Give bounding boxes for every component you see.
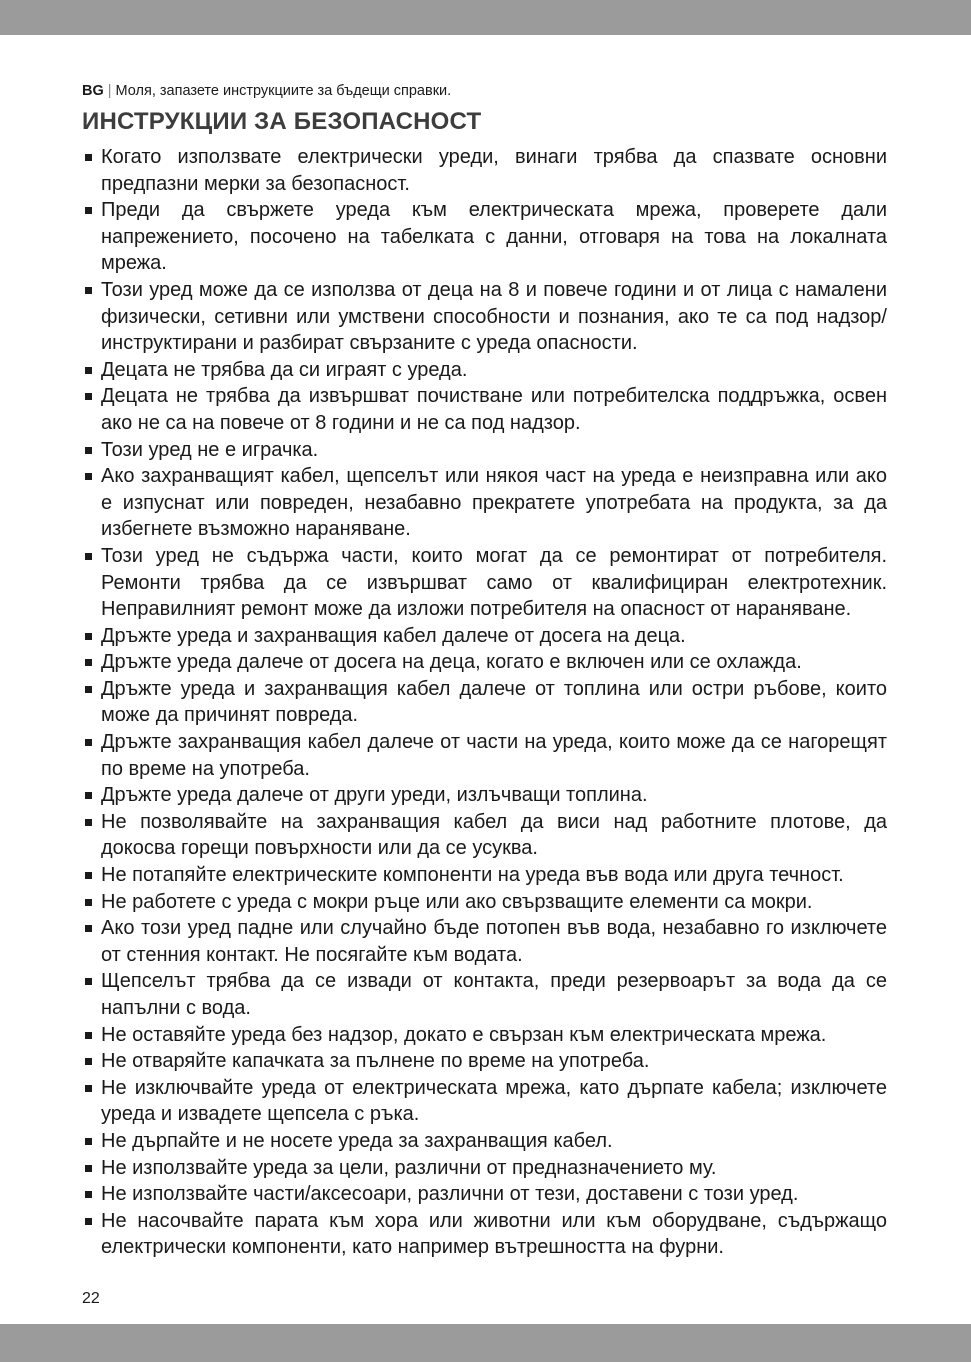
list-item [82,383,887,436]
list-item [82,809,887,862]
list-item-text: Децата не трябва да извършват почистване или потребителска поддръжка, освен ако не са на повече от 8 години и не са под надзор. [101,385,887,434]
list-item [82,197,887,277]
language-code: BG [82,83,104,99]
list-item [82,889,887,916]
square-bullet-icon [85,899,92,906]
list-item [82,1048,887,1075]
list-item [82,1155,887,1182]
square-bullet-icon [85,1032,92,1039]
list-item [82,277,887,357]
list-item-text: Щепселът трябва да се извади от контакта, преди резервоарът за вода да се напълни с вода. [101,970,887,1019]
list-item [82,676,887,729]
square-bullet-icon [85,447,92,454]
square-bullet-icon [85,686,92,693]
list-item-text: Не работете с уреда с мокри ръце или ако свързващите елементи са мокри. [101,890,813,913]
list-item-text: Този уред не е играчка. [101,438,319,461]
list-item [82,915,887,968]
square-bullet-icon [85,287,92,294]
square-bullet-icon [85,207,92,214]
list-item [82,968,887,1021]
list-item [82,782,887,809]
list-item-text: Децата не трябва да си играят с уреда. [101,358,468,381]
square-bullet-icon [85,739,92,746]
header-note: Моля, запазете инструкциите за бъдещи справки. [115,83,452,99]
list-item [82,729,887,782]
list-item-text: Не отваряйте капачката за пълнене по време на употреба. [101,1050,650,1073]
square-bullet-icon [85,553,92,560]
list-item [82,1181,887,1208]
list-item [82,1128,887,1155]
list-item [82,144,887,197]
list-item-text: Когато използвате електрически уреди, винаги трябва да спазвате основни предпазни мерки за безопасност. [101,146,887,195]
square-bullet-icon [85,1138,92,1145]
list-item-text: Ако захранващият кабел, щепселът или някоя част на уреда е неизправна или ако е изпуснат или повреден, незабавно прекратете употребата на продукта, за да избегнете възможно нараняване. [101,465,887,541]
list-item-text: Не използвайте части/аксесоари, различни от тези, доставени с този уред. [101,1183,799,1206]
square-bullet-icon [85,659,92,666]
list-item-text: Не потапяйте електрическите компоненти на уреда във вода или друга течност. [101,864,844,887]
square-bullet-icon [85,1165,92,1172]
list-item-text: Този уред може да се използва от деца на 8 и повече години и от лица с намалени физически, сетивни или умствени способности и познания, ако те са под надзор/инструктирани и разбират свързаните с уреда опасности. [101,278,887,355]
bottom-band [0,1324,971,1362]
list-item [82,1208,887,1261]
list-item-text: Този уред не съдържа части, които могат да се ремонтират от потребителя. Ремонти трябва да се извършват само от квалифициран електротехник. Неправилният ремонт може да изложи потребителя на опасност от нараняване. [101,544,887,621]
list-item [82,543,887,623]
list-item-text: Не оставяйте уреда без надзор, докато е свързан към електрическата мрежа. [101,1023,827,1046]
square-bullet-icon [85,1058,92,1065]
list-item [82,649,887,676]
list-item-text: Не насочвайте парата към хора или животни или към оборудване, съдържащо електрически компоненти, като например вътрешността на фурни. [101,1209,887,1259]
list-item-text: Не позволявайте на захранващия кабел да виси над работните плотове, да докосва горещи повърхности или да се усуква. [101,810,887,860]
page-number: 22 [82,1290,100,1307]
header-line [82,81,451,101]
list-item-text: Дръжте уреда далече от други уреди, излъчващи топлина. [101,784,648,807]
list-item-text: Дръжте уреда и захранващия кабел далече от досега на деца. [101,624,686,647]
square-bullet-icon [85,393,92,400]
square-bullet-icon [85,1085,92,1092]
square-bullet-icon [85,1191,92,1198]
square-bullet-icon [85,978,92,985]
square-bullet-icon [85,473,92,480]
list-item [82,1022,887,1049]
list-item [82,862,887,889]
list-item [82,623,887,650]
list-item-text: Не дърпайте и не носете уреда за захранващия кабел. [101,1129,613,1152]
square-bullet-icon [85,367,92,374]
square-bullet-icon [85,819,92,826]
square-bullet-icon [85,925,92,932]
square-bullet-icon [85,872,92,879]
list-item [82,437,887,464]
square-bullet-icon [85,792,92,799]
list-item-text: Ако този уред падне или случайно бъде потопен във вода, незабавно го изключете от стенния контакт. Не посягайте към водата. [101,917,887,966]
top-band [0,0,971,35]
section-title: ИНСТРУКЦИИ ЗА БЕЗОПАСНОСТ [82,108,482,135]
list-item-text: Не използвайте уреда за цели, различни от предназначението му. [101,1156,717,1179]
safety-instructions-list [82,144,887,1261]
list-item-text: Дръжте уреда далече от досега на деца, когато е включен или се охлажда. [101,651,802,674]
header-separator: | [107,83,112,99]
list-item [82,357,887,384]
list-item-text: Преди да свържете уреда към електрическата мрежа, проверете дали напрежението, посочено на табелката с данни, отговаря на това на локалната мрежа. [101,199,887,275]
list-item-text: Не изключвайте уреда от електрическата мрежа, като дърпате кабела; изключете уреда и извадете щепсела с ръка. [101,1076,887,1126]
list-item [82,1075,887,1128]
square-bullet-icon [85,154,92,161]
list-item [82,463,887,543]
list-item-text: Дръжте захранващия кабел далече от части на уреда, които може да се нагорещят по време на употреба. [101,731,887,780]
square-bullet-icon [85,1218,92,1225]
square-bullet-icon [85,633,92,640]
list-item-text: Дръжте уреда и захранващия кабел далече от топлина или остри ръбове, които може да причинят повреда. [101,677,887,727]
